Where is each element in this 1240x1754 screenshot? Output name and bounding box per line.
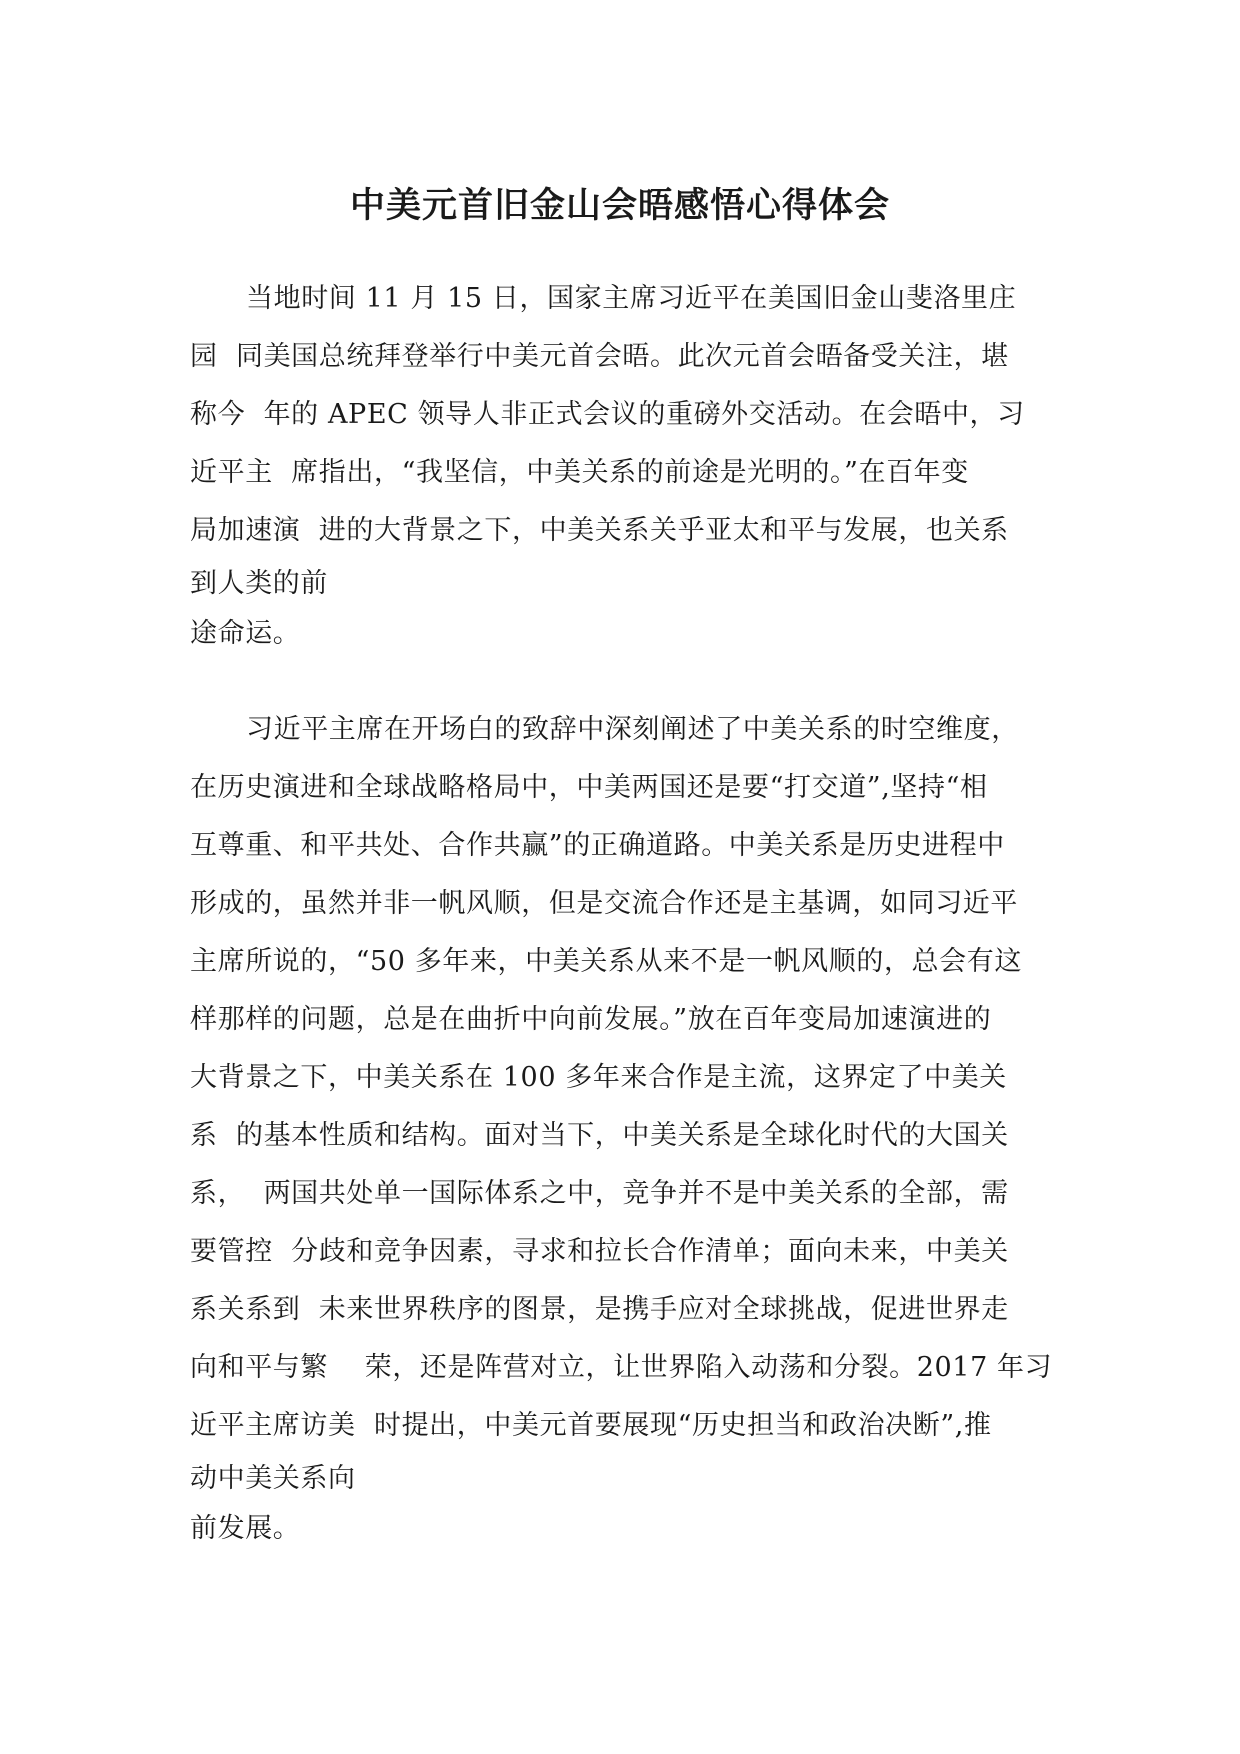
paragraph-2-line-1: 习近平主席在开场白的致辞中深刻阐述了中美关系的时空维度，	[246, 714, 1019, 745]
paragraph-1-line-6: 到人类的前	[190, 568, 328, 599]
paragraph-2-line-15: 前发展。	[190, 1513, 301, 1544]
paragraph-2-line-13: 近平主席访美 时提出，中美元首要展现“历史担当和政治决断”,推	[190, 1410, 992, 1441]
paragraph-2-line-3: 互尊重、和平共处、合作共赢”的正确道路。中美关系是历史进程中	[190, 830, 1005, 861]
paragraph-2-line-5: 主席所说的，“50 多年来，中美关系从来不是一帆风顺的，总会有这	[190, 946, 1022, 977]
paragraph-2-line-2: 在历史演进和全球战略格局中，中美两国还是要“打交道”,坚持“相	[190, 772, 988, 803]
paragraph-2-line-12: 向和平与繁 荣，还是阵营对立，让世界陷入动荡和分裂。2017 年习	[190, 1352, 1053, 1383]
paragraph-2-line-14: 动中美关系向	[190, 1463, 356, 1494]
paragraph-1-line-4: 近平主 席指出，“我坚信，中美关系的前途是光明的。”在百年变	[190, 457, 969, 488]
paragraph-2-line-7: 大背景之下，中美关系在 100 多年来合作是主流，这界定了中美关	[190, 1062, 1007, 1093]
paragraph-2-line-6: 样那样的问题，总是在曲折中向前发展。”放在百年变局加速演进的	[190, 1004, 992, 1035]
paragraph-2-line-8: 系 的基本性质和结构。面对当下，中美关系是全球化时代的大国关	[190, 1120, 1009, 1151]
document-title: 中美元首旧金山会晤感悟心得体会	[349, 186, 890, 226]
paragraph-2-line-9: 系， 两国共处单一国际体系之中，竞争并不是中美关系的全部，需	[190, 1178, 1009, 1209]
paragraph-1-line-2: 园 同美国总统拜登举行中美元首会晤。此次元首会晤备受关注，堪	[190, 341, 1009, 372]
paragraph-1-line-5: 局加速演 进的大背景之下，中美关系关乎亚太和平与发展，也关系	[190, 515, 1009, 546]
paragraph-2-line-11: 系关系到 未来世界秩序的图景，是携手应对全球挑战，促进世界走	[190, 1294, 1009, 1325]
paragraph-1-line-3: 称今 年的 APEC 领导人非正式会议的重磅外交活动。在会晤中，习	[190, 399, 1025, 430]
paragraph-2-line-10: 要管控 分歧和竞争因素，寻求和拉长合作清单；面向未来，中美关	[190, 1236, 1009, 1267]
paragraph-1-line-7: 途命运。	[190, 618, 301, 649]
paragraph-1-line-1: 当地时间 11 月 15 日，国家主席习近平在美国旧金山斐洛里庄	[246, 283, 1017, 314]
paragraph-2-line-4: 形成的，虽然并非一帆风顺，但是交流合作还是主基调，如同习近平	[190, 888, 1018, 919]
